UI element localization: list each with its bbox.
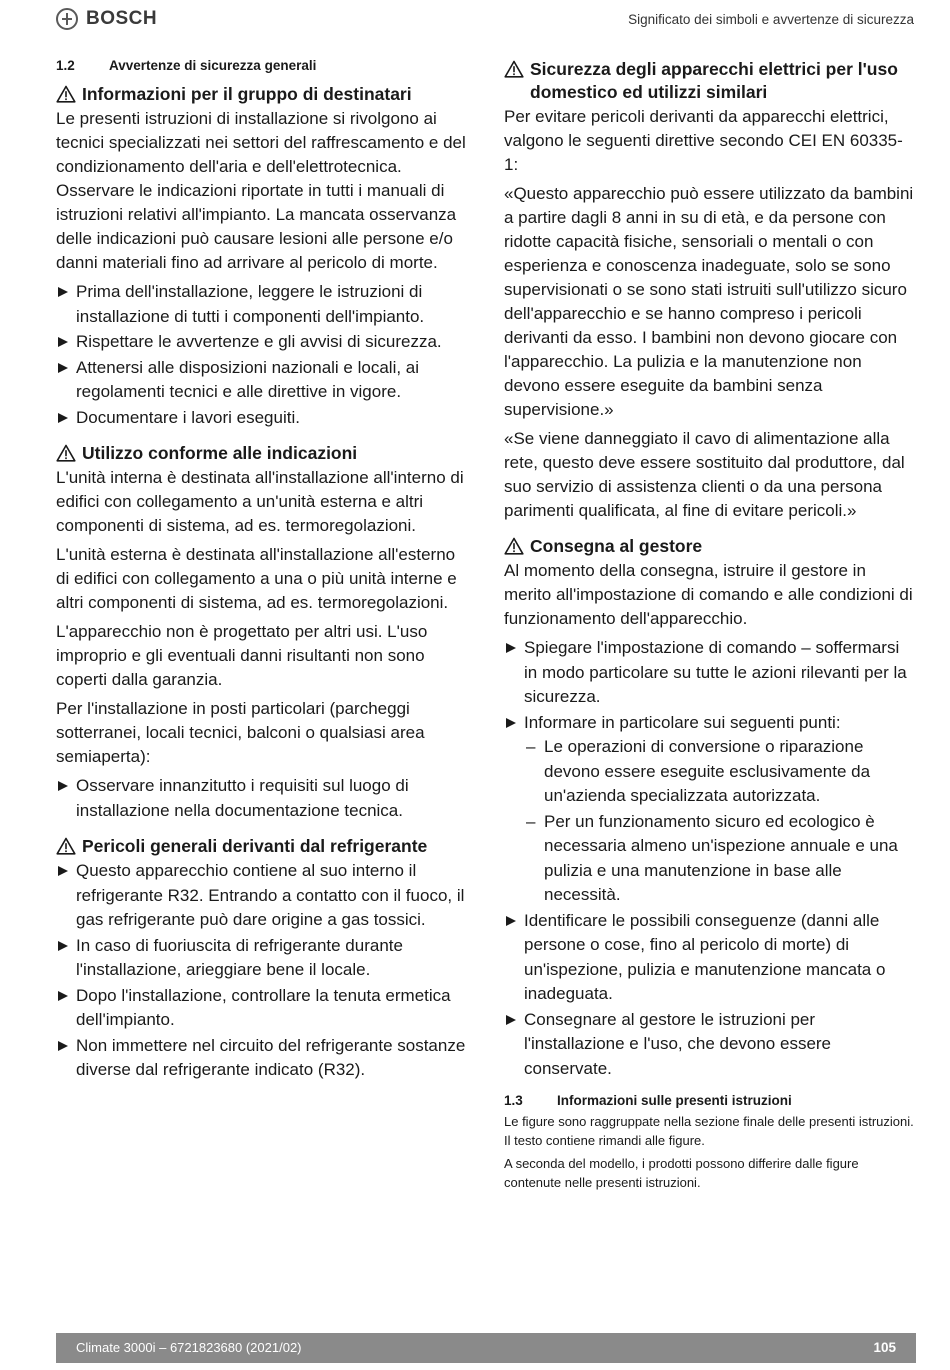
list-item <box>56 280 470 329</box>
sub-list-item-text: Per un funzionamento sicuro ed ecologico è necessaria almeno un'ispezione annuale e una pulizia e una manutenzione in base alle necessità. <box>544 811 898 904</box>
instruction-list <box>56 859 470 1083</box>
paragraph: L'unità interna è destinata all'installazione all'interno di edifici con collegamento a un'unità esterna e altri componenti di sistema, ad es. termoregolazioni. <box>56 468 464 535</box>
warning-icon <box>56 85 76 103</box>
instruction-list <box>56 280 470 430</box>
small-paragraph: A seconda del modello, i prodotti possono differire dalle figure contenute nelle presenti istruzioni. <box>504 1156 859 1190</box>
list-item <box>504 1008 916 1082</box>
header-section-title: Significato dei simboli e avvertenze di sicurezza <box>628 12 914 27</box>
dash-marker: – <box>526 737 536 756</box>
step-arrow-icon <box>58 413 68 423</box>
list-item-text: Consegnare al gestore le istruzioni per l'installazione e l'uso, che devono essere conservate. <box>524 1009 832 1078</box>
heading-text: Sicurezza degli apparecchi elettrici per l'uso domestico ed utilizzi similari <box>530 59 898 102</box>
heading-handover <box>504 535 916 558</box>
list-item <box>56 1034 470 1083</box>
section-title: Informazioni sulle presenti istruzioni <box>557 1093 792 1108</box>
list-item-text: Identificare le possibili conseguenze (danni alle persone o cose, fino al pericolo di morte) di un'ispezione, pulizia e manutenzione mancata o inadeguata. <box>524 910 886 1003</box>
paragraph: Per l'installazione in posti particolari (parcheggi sotterranei, locali tecnici, balconi o qualsiasi area semiaperta): <box>56 699 425 766</box>
step-arrow-icon <box>506 1015 516 1025</box>
step-arrow-icon <box>58 1041 68 1051</box>
right-column <box>504 58 916 1196</box>
step-arrow-icon <box>58 941 68 951</box>
list-item-text: Spiegare l'impostazione di comando – soffermarsi in modo particolare su tutte le azioni rilevanti per la sicurezza. <box>524 638 907 706</box>
list-item <box>56 934 470 983</box>
page-footer <box>56 1333 916 1363</box>
heading-text: Informazioni per il gruppo di destinatari <box>82 84 412 104</box>
step-arrow-icon <box>58 781 68 791</box>
step-arrow-icon <box>58 866 68 876</box>
step-arrow-icon <box>506 916 516 926</box>
quoted-paragraph: «Questo apparecchio può essere utilizzato da bambini a partire dagli 8 anni in su di età, e da persone con ridotte capacità fisiche, sensoriali o mentali o con esperienza e conoscenza inadeguate, solo se sono supervisionati o se sono stati istruiti sull'utilizzo sicuro dell'apparecchio e se hanno compreso i pericoli derivanti da esso. I bambini non devono giocare con l'apparecchio. La pulizia e la manutenzione non devono essere eseguite da bambini senza supervisione.» <box>504 184 914 419</box>
list-item-text: Osservare innanzitutto i requisiti sul luogo di installazione nella documentazione tecnica. <box>76 776 409 820</box>
section-number: 1.3 <box>504 1093 523 1108</box>
list-item <box>56 406 470 431</box>
list-item <box>56 774 470 823</box>
small-paragraph: Le figure sono raggruppate nella sezione finale delle presenti istruzioni. Il testo contiene rimandi alle figure. <box>504 1114 914 1148</box>
step-arrow-icon <box>58 287 68 297</box>
heading-text: Utilizzo conforme alle indicazioni <box>82 443 358 463</box>
instruction-list <box>504 636 916 1081</box>
bosch-armature-icon <box>56 8 78 30</box>
list-item-text: Attenersi alle disposizioni nazionali e locali, ai regolamenti tecnici e alle direttive in vigore. <box>76 357 420 401</box>
warning-icon <box>56 444 76 462</box>
list-item <box>56 356 470 405</box>
instruction-list <box>56 774 470 823</box>
paragraph: L'unità esterna è destinata all'installazione all'esterno di edifici con collegamento a una o più unità interne e altri componenti di sistema, ad es. termoregolazioni. <box>56 545 457 612</box>
list-item-text: Dopo l'installazione, controllare la tenuta ermetica dell'impianto. <box>76 985 451 1029</box>
list-item-text: Informare in particolare sui seguenti punti: <box>524 712 841 732</box>
list-item <box>504 909 916 1007</box>
list-item-text: Prima dell'installazione, leggere le istruzioni di installazione di tutti i componenti dell'impianto. <box>76 282 425 326</box>
quoted-paragraph: «Se viene danneggiato il cavo di alimentazione alla rete, questo deve essere sostituito dal produttore, dal suo servizio di assistenza clienti o da una persona parimenti qualificata, al fine di evitare pericoli.» <box>504 429 905 520</box>
list-item <box>56 984 470 1033</box>
list-item <box>56 330 470 355</box>
paragraph: Le presenti istruzioni di installazione si rivolgono ai tecnici specializzati nei settori del raffrescamento e del condizionamento dell'aria e dell'elettrotecnica. Osservare le indicazioni riportate in tutti i manuali di istruzioni relativi all'impianto. La mancata osservanza delle indicazioni può causare lesioni alle persone e/o danni materiali fino ad arrivare al pericolo di morte. <box>56 109 466 272</box>
sub-list-item <box>524 810 916 908</box>
list-item-text: Rispettare le avvertenze e gli avvisi di sicurezza. <box>76 332 442 351</box>
section-heading-1-3 <box>504 1093 916 1108</box>
warning-icon <box>504 60 524 78</box>
list-item <box>56 859 470 933</box>
section-number: 1.2 <box>56 58 75 73</box>
document-reference: Climate 3000i – 6721823680 (2021/02) <box>76 1340 302 1355</box>
bosch-logo <box>56 8 157 30</box>
heading-text: Pericoli generali derivanti dal refrigerante <box>82 836 428 856</box>
list-item-text: Non immettere nel circuito del refrigerante sostanze diverse dal refrigerante indicato (R32). <box>76 1035 466 1079</box>
paragraph: Per evitare pericoli derivanti da apparecchi elettrici, valgono le seguenti direttive secondo CEI EN 60335-1: <box>504 107 903 174</box>
list-item-text: Documentare i lavori eseguiti. <box>76 407 300 427</box>
sub-list-item-text: Le operazioni di conversione o riparazione devono essere eseguite esclusivamente da un'azienda specializzata autorizzata. <box>544 737 871 805</box>
brand-name: BOSCH <box>86 8 158 29</box>
step-arrow-icon <box>58 363 68 373</box>
heading-intended-use <box>56 442 470 465</box>
list-item <box>504 711 916 908</box>
list-item <box>504 636 916 710</box>
paragraph: Al momento della consegna, istruire il gestore in merito all'impostazione di comando e alle condizioni di funzionamento dell'apparecchio. <box>504 561 913 628</box>
list-item-text: Questo apparecchio contiene al suo interno il refrigerante R32. Entrando a contatto con il fuoco, il gas refrigerante può dare origine a gas tossici. <box>76 861 465 929</box>
section-heading-1-2 <box>56 58 470 73</box>
list-item-text: In caso di fuoriuscita di refrigerante durante l'installazione, arieggiare bene il locale. <box>76 935 403 979</box>
heading-electrical-safety <box>504 58 916 104</box>
dash-marker: – <box>526 811 536 831</box>
heading-target-group <box>56 83 470 106</box>
heading-refrigerant-hazards <box>56 835 470 858</box>
step-arrow-icon <box>58 991 68 1001</box>
step-arrow-icon <box>506 643 516 653</box>
page-number: 105 <box>873 1340 896 1355</box>
step-arrow-icon <box>506 718 516 728</box>
warning-icon <box>504 537 524 555</box>
sub-list <box>524 735 916 908</box>
warning-icon <box>56 837 76 855</box>
paragraph: L'apparecchio non è progettato per altri usi. L'uso improprio e gli eventuali danni risultanti non sono coperti dalla garanzia. <box>56 622 428 689</box>
sub-list-item <box>524 735 916 809</box>
left-column <box>56 58 470 1088</box>
page-header <box>0 0 950 40</box>
heading-text: Consegna al gestore <box>530 536 703 556</box>
step-arrow-icon <box>58 337 68 347</box>
section-title: Avvertenze di sicurezza generali <box>109 58 317 73</box>
